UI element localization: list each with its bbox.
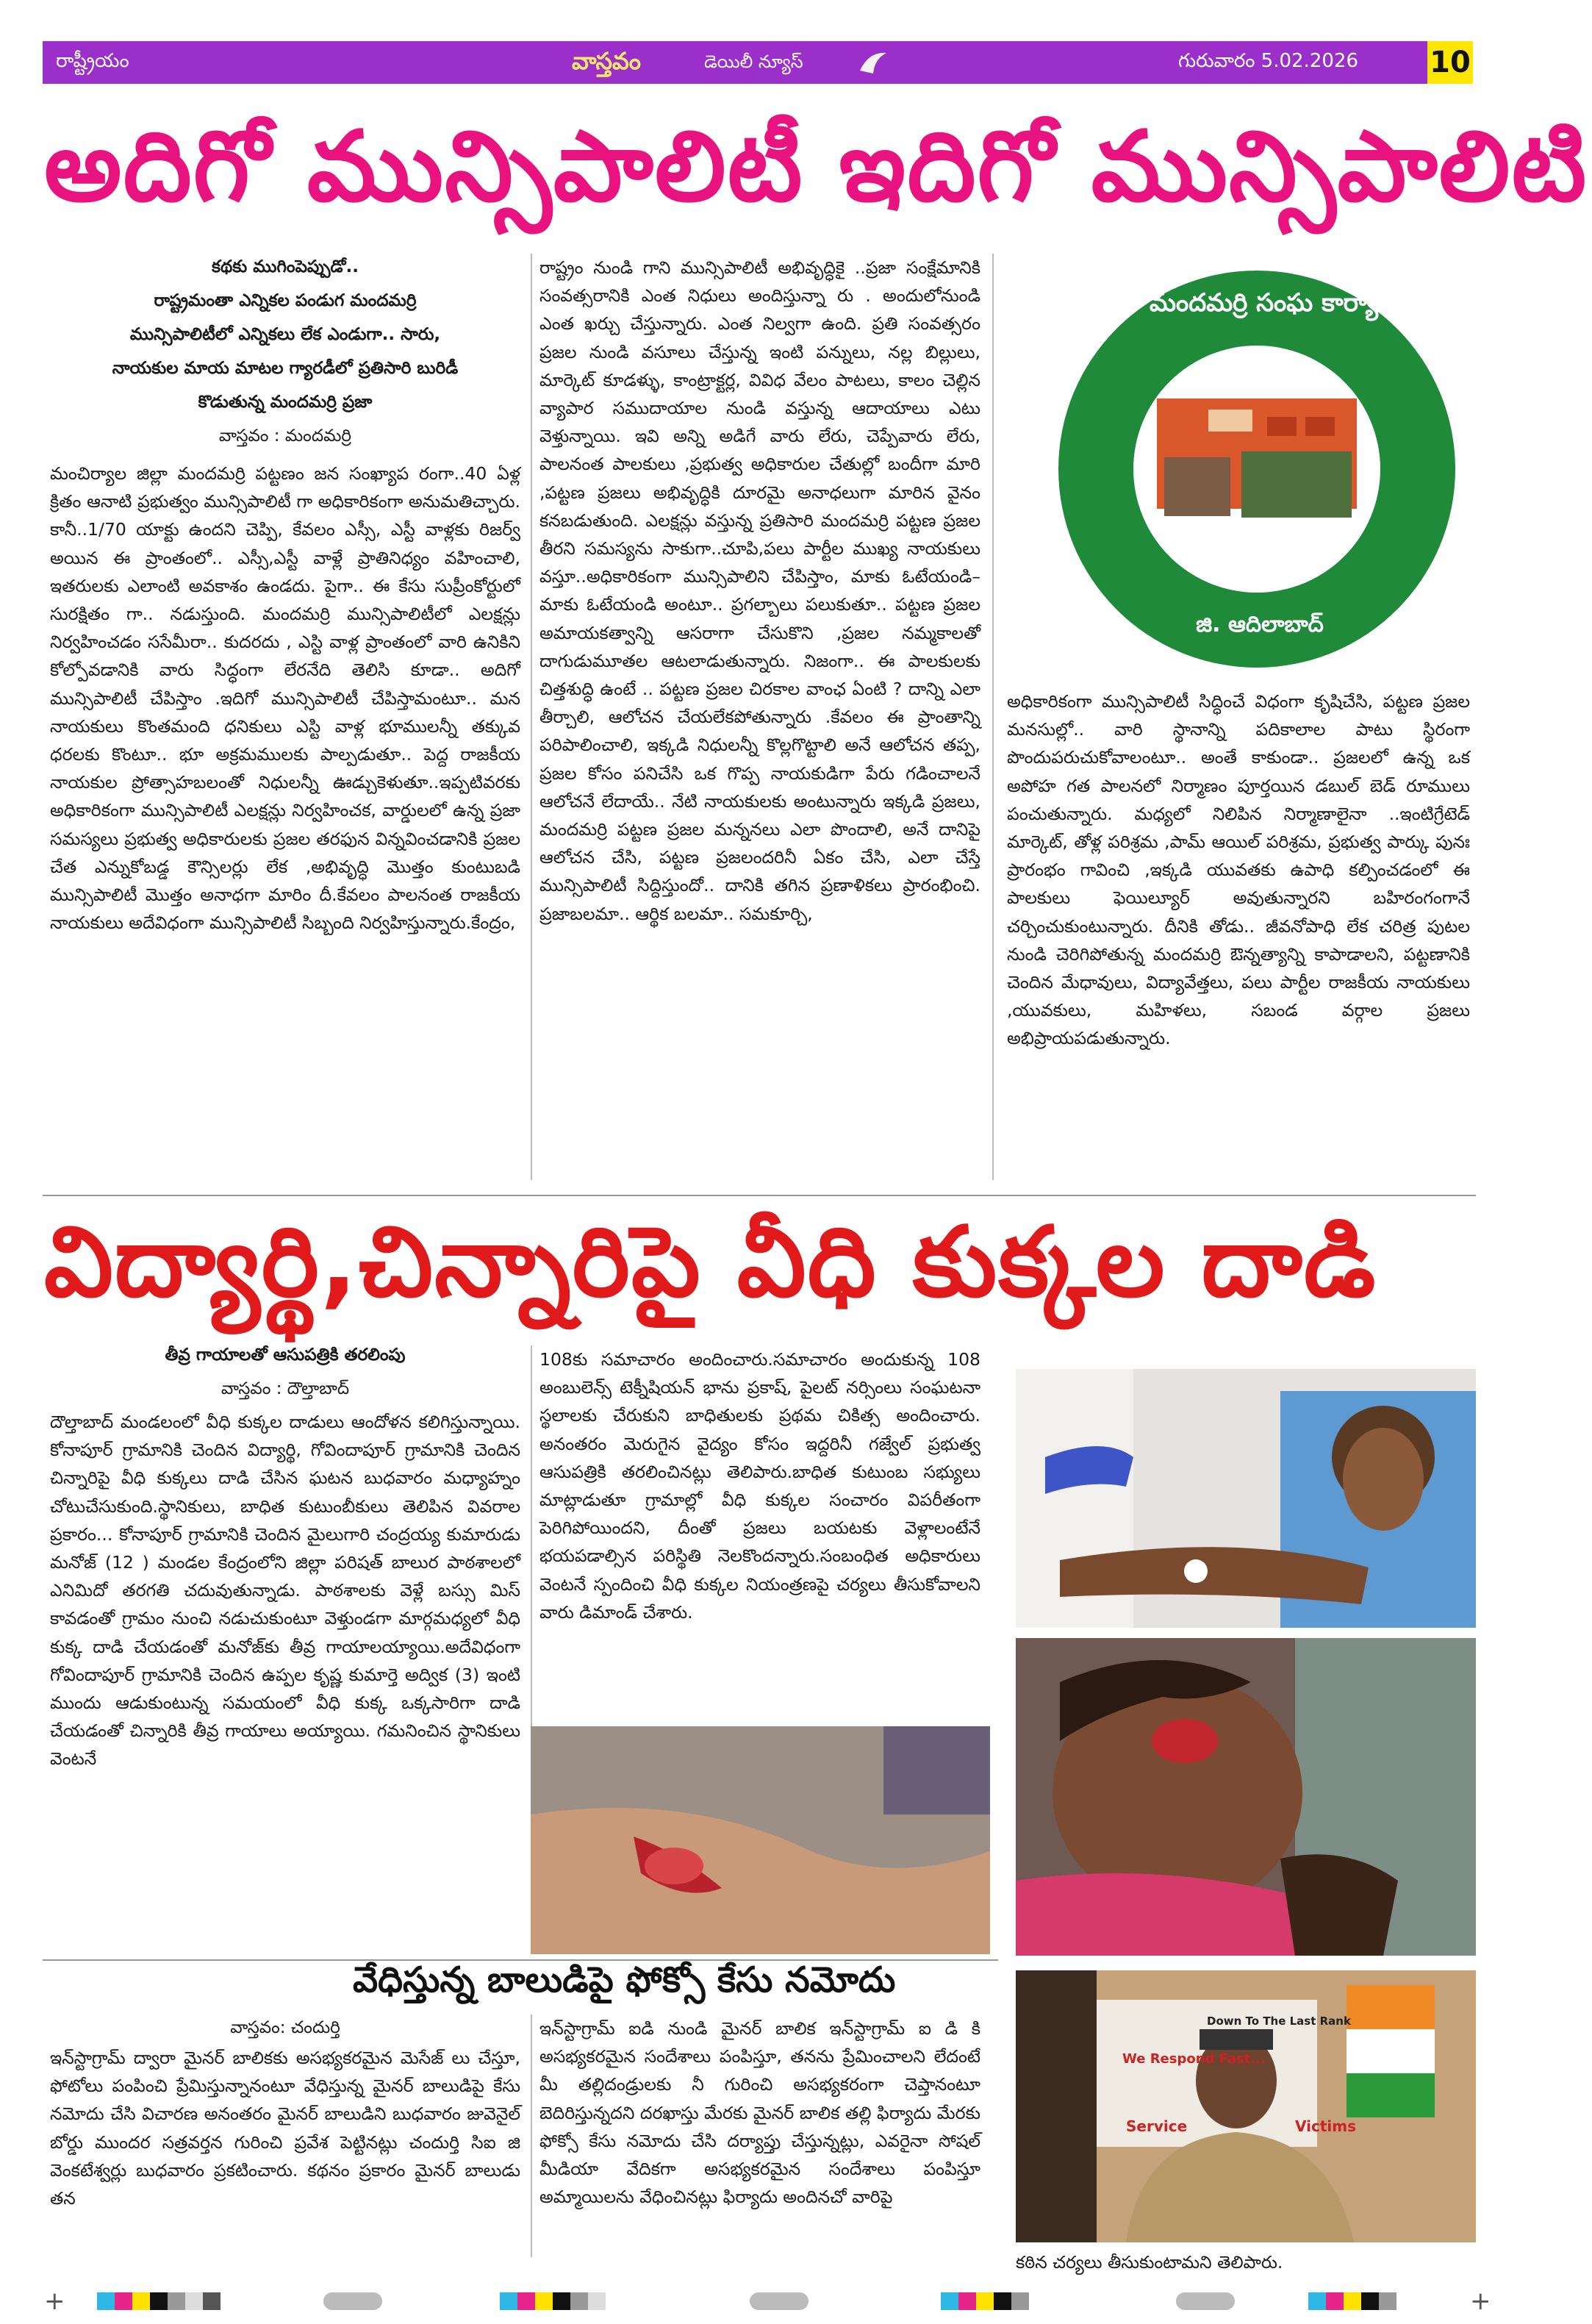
page-header-bar	[43, 41, 1427, 84]
column-divider	[531, 254, 532, 1180]
kicker-line: నాయకుల మాయ మాటల గ్యారడీలో ప్రతిసారి బురిడీ	[112, 359, 459, 378]
story3-byline: వాస్తవం: చందుర్తి	[230, 2018, 340, 2037]
bird-logo-icon	[858, 49, 888, 76]
registration-oval	[323, 2292, 382, 2310]
color-swatch	[941, 2292, 958, 2310]
story3-column-2: ఇన్‌స్టాగ్రామ్ ఐడి నుండి మైనర్ బాలిక ఇన్‌స్టాగ్రామ్ ఐ డి కి అసభ్యకరమైన సందేశాలు పంపిస్తూ, తనను ప్రేమించాలని లేదంటే మీ తల్లిదండ్రులకు నీ గురించి అసభ్యకరంగా చెప్తానంటూ బెదిరిస్తున్నదని దరఖాస్తు మేరకు మైనర్ బాలిక తల్లి ఫిర్యాదు మేరకు ఫోక్సో కేసు నమోదు చేసి దర్యాప్తు చేస్తున్నట్లు, ఎవరైనా సోషల్ మీడియా వేదికగా అసభ్యకరమైన సందేశాలు పంపిస్తూ అమ్మాయిలను వేధించినట్లు ఫిర్యాదు అందినచో వారిపై	[539, 2018, 980, 2208]
registration-oval	[1176, 2292, 1235, 2310]
color-swatch	[570, 2292, 588, 2310]
color-swatch	[203, 2292, 220, 2310]
sign-down-to: Down To The Last Rank	[1207, 2014, 1351, 2028]
color-swatch	[1308, 2292, 1326, 2310]
sign-service: Service	[1126, 2117, 1188, 2135]
seal-bottom-text: జి. ఆదిలాబాద్	[1196, 612, 1324, 637]
color-swatch	[115, 2292, 132, 2310]
story1-headline: అదిగో మున్సిపాలిటీ ఇదిగో మున్సిపాలిటి	[44, 110, 1588, 224]
print-registration-strip	[0, 2279, 1519, 2324]
color-swatch	[976, 2292, 994, 2310]
seal-text: మందమర్రి సంఘ కార్యాలయము, మంచిర్యాల	[1150, 288, 1592, 318]
kicker-line: రాష్ట్రమంతా ఎన్నికల పండుగ మందమర్రి	[154, 291, 417, 310]
story2-byline: వాస్తవం : దౌల్తాబాద్	[220, 1379, 350, 1398]
color-swatch	[168, 2292, 185, 2310]
color-swatch	[553, 2292, 570, 2310]
newspaper-brand-sub: డెయిలీ న్యూస్	[704, 51, 803, 72]
color-swatch	[994, 2292, 1011, 2310]
story3-byline-block	[50, 2011, 520, 2045]
page-number: 10	[1427, 41, 1473, 84]
sign-we-respond: We Respond Fast...	[1122, 2051, 1266, 2067]
color-swatch	[1011, 2292, 1029, 2310]
issue-date: గురువారం 5.02.2026	[1178, 50, 1359, 72]
story1-byline: వాస్తవం : మందమర్రి	[218, 426, 352, 446]
color-swatch	[1379, 2292, 1396, 2310]
color-swatch	[588, 2292, 606, 2310]
color-swatch	[500, 2292, 517, 2310]
sign-victims: Victims	[1295, 2117, 1356, 2135]
story1-column-2: రాష్ట్రం నుండి గాని మున్సిపాలిటీ అభివృద్ధికై ..ప్రజా సంక్షేమానికి సంవత్సరానికి ఎంత నిధులు అందిస్తున్నా రు . అందులోనుండి ఎంత ఖర్చు చేస్తున్నారు. ఎంత నిల్వగా ఉంది. ప్రతి సంవత్సరం ప్రజల నుండి వసూలు చేస్తున్న ఇంటి పన్నులు, నల్ల బిల్లులు, మార్కెట్ కూడళ్ళు, కాంట్రాక్టర్ల, వివిధ వేలం పాటలు, కాలం చెల్లిన వ్యాపార సముదాయాల నుండి వస్తున్న ఆదాయాలు ఎటు వెళ్తున్నాయి. ఇవి అన్ని అడిగే వారు లేరు, చెప్పేవారు లేరు, పాలనంత పాలకులు ,ప్రభుత్వ అధికారుల చేతుల్లో బందీగా మారి ,పట్టణ ప్రజలు అభివృద్ధికి దూరమై అనాధలుగా మారిన వైనం కనబడుతుంది. ఎలక్షన్లు వస్తున్న ప్రతిసారి మందమర్రి పట్టణ ప్రజల తీరని సమస్యను సాకుగా..చూపి,పలు పార్టీల ముఖ్య నాయకులు వస్తూ..అధికారికంగా మున్సిపాలిని చేపిస్తాం, మాకు ఓటేయండి– మాకు ఓటేయండి అంటూ.. ప్రగల్బాలు పలుకుతూ.. పట్టణ ప్రజల అమాయకత్వాన్ని ఆసరాగా చేసుకొని ,ప్రజల నమ్మకాలతో దాగుడుమూతల ఆటలాడుతున్నారు. నిజంగా.. ఈ పాలకులకు చిత్తశుద్ధి ఉంటే .. పట్టణ ప్రజల చిరకాల వాంఛ ఏంటి ? దాన్ని ఎలా తీర్చాలి, ఆలోచన చేయలేకపోతున్నారు .కేవలం ఈ ప్రాంతాన్ని పరిపాలించాలి, ఇక్కడి నిధులన్నీ కొల్లగొట్టాలి అనే ఆలోచన తప్ప, ప్రజల కోసం పనిచేసి ఒక గొప్ప నాయకుడిగా పేరు గడించాలనే ఆలోచనే లేదాయే.. నేటి నాయకులకు అంటున్నారు ఇక్కడి ప్రజలు, మందమర్రి పట్టణ ప్రజల మన్ననలు ఎలా పొందాలి, అనే దానిపై ఆలోచన చేసి, పట్టణ ప్రజలందరినీ ఏకం చేసి, ఎలా చేస్తే మున్సిపాలిటీ సిద్దిస్తుందో.. దానికి తగిన ప్రణాళికలు ప్రారంభించి. ప్రజాబలమా.. ఆర్థిక బలమా.. సమకూర్చి,	[539, 257, 980, 924]
story1-kicker	[50, 250, 520, 453]
kicker-line: కొడుతున్న మందమర్రి ప్రజా	[198, 393, 373, 412]
registration-oval	[750, 2292, 808, 2310]
police-officer-photo	[1016, 1970, 1476, 2242]
kicker-line: కథకు ముగింపెప్పుడో..	[212, 257, 359, 276]
story2-kicker: తీవ్ర గాయాలతో ఆసుపత్రికి తరలింపు	[165, 1345, 406, 1365]
story1-column-1: మంచిర్యాల జిల్లా మందమర్రి పట్టణం జన సంఖ్యాప రంగా..40 ఏళ్ల క్రితం ఆనాటి ప్రభుత్వం మున్సిపాలిటీ గా అధికారికంగా అనుమతిచ్చారు. కానీ..1/70 యాక్టు ఉందని చెప్పి, కేవలం ఎస్సీ, ఎస్టీ వాళ్లకు రిజర్వ్ అయిన ఈ ప్రాంతంలో.. ఎస్సీ,ఎస్టీ వాళ్లే ప్రాతినిధ్యం వహించాలి, ఇతరులకు ఎలాంటి అవకాశం ఉండదు. పైగా.. ఈ కేసు సుప్రీంకోర్టులో సురక్షితం గా.. నడుస్తుంది. మందమర్రి మున్సిపాలిటీలో ఎలక్షన్లు నిర్వహించడం ససేమీరా.. కుదరదు , ఎస్టి వాళ్ల ప్రాంతంలో వారి ఉనికిని కోల్పోవడానికి వారు సిద్ధంగా లేరనేది తెలిసి కూడా.. అదిగో మున్సిపాలిటీ చేపిస్తాం .ఇదిగో మున్సిపాలిటీ చేపిస్తామంటూ.. మన నాయకులు కొంతమంది ధనికులు ఎస్టి వాళ్ల భూములన్నీ తక్కువ ధరలకు కొంటూ.. భూ అక్రమములకు పాల్పడుతూ.. పెద్ద రాజకీయ నాయకుల ప్రోత్సాహబలంతో నిధులన్నీ ఊడ్చుకెళుతూ..ఇప్పటివరకు అధికారికంగా మున్సిపాలిటీ ఎలక్షన్లు నిర్వహించక, వార్డులలో ఉన్న ప్రజా సమస్యలు ప్రభుత్వ అధికారులకు ప్రజల తరఫున విన్నవించడానికి ప్రజల చేత ఎన్నుకోబడ్డ కౌన్సిలర్లు లేక ,అభివృద్ధి మొత్తం కుంటుబడి మున్సిపాలిటీ మొత్తం అనాధగా మారిం దీ.కేవలం పాలనంత రాజకీయ నాయకులు అదేవిధంగా మున్సిపాలిటీ సిబ్బంది నిర్వహిస్తున్నారు.కేంద్రం,	[50, 463, 520, 934]
injured-child-photo	[1016, 1638, 1476, 1956]
color-swatch	[150, 2292, 168, 2310]
kicker-line: మున్సిపాలిటీలో ఎన్నికలు లేక ఎండుగా.. సారు,	[129, 325, 441, 344]
color-swatch	[97, 2292, 115, 2310]
story1-column-3: అధికారికంగా మున్సిపాలిటీ సిద్ధించే విధంగా కృషిచేసి, పట్టణ ప్రజల మనసుల్లో.. వారి స్థానాన్ని పదికాలాల పాటు స్థిరంగా పొందుపరుచుకోవాలంటూ.. అంతే కాకుండా.. ప్రజలలో ఉన్న ఒక అపోహ గత పాలనలో నిర్మాణం పూర్తయిన డబుల్ బెడ్ రూములు పంచుతున్నారు. మధ్యలో నిలిపిన నిర్మాణాలైనా ..ఇంటిగ్రేటెడ్ మార్కెట్, తోళ్ల పరిశ్రమ ,పామ్ ఆయిల్ పరిశ్రమ, ప్రభుత్వ పార్కు పునః ప్రారంభం గావించి ,ఇక్కడి యువతకు ఉపాధి కల్పించడంలో ఈ పాలకులు ఫెయిల్యూర్ అవుతున్నారని బహిరంగంగానే చర్చించుకుంటున్నారు. దీనికి తోడు.. జీవనోపాధి లేక చరిత్ర పుటల నుండి చెరిగిపోతున్న మందమర్రి ఔన్నత్యాన్ని కాపాడాలని, పట్టణానికి చెందిన మేధావులు, విద్యావేత్తలు, పలు పార్టీల రాజకీయ నాయకులు ,యువకులు, మహిళలు, సబండ వర్గాల ప్రజలు అభిప్రాయపడుతున్నారు.	[1007, 691, 1470, 1049]
newspaper-brand: వాస్తవం	[572, 47, 641, 75]
color-swatch	[1361, 2292, 1379, 2310]
registration-mark-icon: +	[44, 2287, 65, 2316]
registration-mark-icon: +	[1470, 2287, 1491, 2316]
color-swatch	[535, 2292, 553, 2310]
story3-column-3: కఠిన చర్యలు తీసుకుంటామని తెలిపారు.	[1016, 2252, 1283, 2273]
boy-treatment-photo	[1016, 1369, 1476, 1628]
municipal-office-seal-image	[1047, 259, 1592, 679]
section-name: రాష్ట్రీయం	[56, 50, 129, 72]
section-divider	[43, 1195, 1476, 1196]
injured-arm-photo	[531, 1726, 990, 1954]
story2-kicker-block	[50, 1338, 520, 1406]
story2-column-1: దౌల్తాబాద్ మండలంలో వీధి కుక్కల దాడులు ఆందోళన కలిగిస్తున్నాయి. కోనాపూర్ గ్రామానికి చెందిన విద్యార్థి, గోవిందాపూర్ గ్రామానికి చెందిన చిన్నారిపై వీధి కుక్కలు దాడి చేసిన ఘటన బుధవారం మధ్యాహ్నం చోటుచేసుకుంది.స్థానికులు, బాధిత కుటుంబీకులు తెలిపిన వివరాల ప్రకారం... కోనాపూర్ గ్రామానికి చెందిన మైలుగారి చంద్రయ్య కుమారుడు మనోజ్ (12 ) మండల కేంద్రంలోని జిల్లా పరిషత్ బాలుర పాఠశాలలో ఎనిమిదో తరగతి చదువుతున్నాడు. పాఠశాలకు వెళ్లే బస్సు మిస్ కావడంతో గ్రామం నుంచి నడుచుకుంటూ వెళ్తుండగా మార్గమధ్యలో వీధి కుక్క దాడి చేయడంతో మనోజ్‌కు తీవ్ర గాయాలయ్యాయి.అదేవిధంగా గోవిందాపూర్ గ్రామానికి చెందిన ఉప్పల కృష్ణ కుమార్తె అద్విక (3) ఇంటి ముందు ఆడుకుంటున్న సమయంలో వీధి కుక్క ఒక్కసారిగా దాడి చేయడంతో చిన్నారికి తీవ్ర గాయాలు అయ్యాయి. గమనించిన స్థానికులు వెంటనే	[50, 1412, 520, 1770]
story2-headline: విద్యార్థి,చిన్నారిపై వీధి కుక్కల దాడి	[44, 1206, 1377, 1319]
color-swatch	[958, 2292, 976, 2310]
column-divider	[992, 254, 994, 1180]
color-swatch	[132, 2292, 150, 2310]
story3-headline: వేధిస్తున్న బాలుడిపై ఫోక్సో కేసు నమోదు	[353, 1959, 896, 2001]
story3-column-1: ఇన్‌స్టాగ్రామ్ ద్వారా మైనర్ బాలికకు అసభ్యకరమైన మెసేజ్ లు చేస్తూ, ఫోటోలు పంపించి ప్రేమిస్తున్నానంటూ వేధిస్తున్న మైనర్ బాలుడిపై కేసు నమోదు చేసి విచారణ అనంతరం మైనర్ బాలుడిని బుధవారం జువెనైల్ బోర్డు ముందర సత్రవర్తన గురించి ప్రవేశ పెట్టినట్లు చందుర్తి సిఐ జి వెంకటేశ్వర్లు బుధవారం ప్రకటించారు. కథనం ప్రకారం మైనర్ బాలుడు తన	[50, 2048, 520, 2209]
color-swatch	[1344, 2292, 1361, 2310]
color-swatch	[185, 2292, 203, 2310]
column-divider	[531, 2014, 532, 2257]
story2-column-2: 108కు సమాచారం అందించారు.సమాచారం అందుకున్న 108 అంబులెన్స్ టెక్నీషియన్ భాను ప్రకాష్, పైలట్ నర్సింలు సంఘటనా స్థలాలకు చేరుకుని బాధితులకు ప్రథమ చికిత్స అందించారు. అనంతరం మెరుగైన వైద్యం కోసం ఇద్దరినీ గజ్వేల్ ప్రభుత్వ ఆసుపత్రికి తరలించినట్లు తెలిపారు.బాధిత కుటుంబ సభ్యులు మాట్లాడుతూ గ్రామాల్లో వీధి కుక్కల సంచారం విపరీతంగా పెరిగిపోయిందని, దీంతో ప్రజలు బయటకు వెళ్లాలంటేనే భయపడాల్సిన పరిస్థితి నెలకొందన్నారు.సంబంధిత అధికారులు వెంటనే స్పందించి వీధి కుక్కల నియంత్రణపై చర్యలు తీసుకోవాలని వారు డిమాండ్ చేశారు.	[539, 1349, 980, 1623]
color-swatch	[517, 2292, 535, 2310]
seal-ring-text	[1047, 259, 1592, 679]
color-swatch	[1326, 2292, 1344, 2310]
